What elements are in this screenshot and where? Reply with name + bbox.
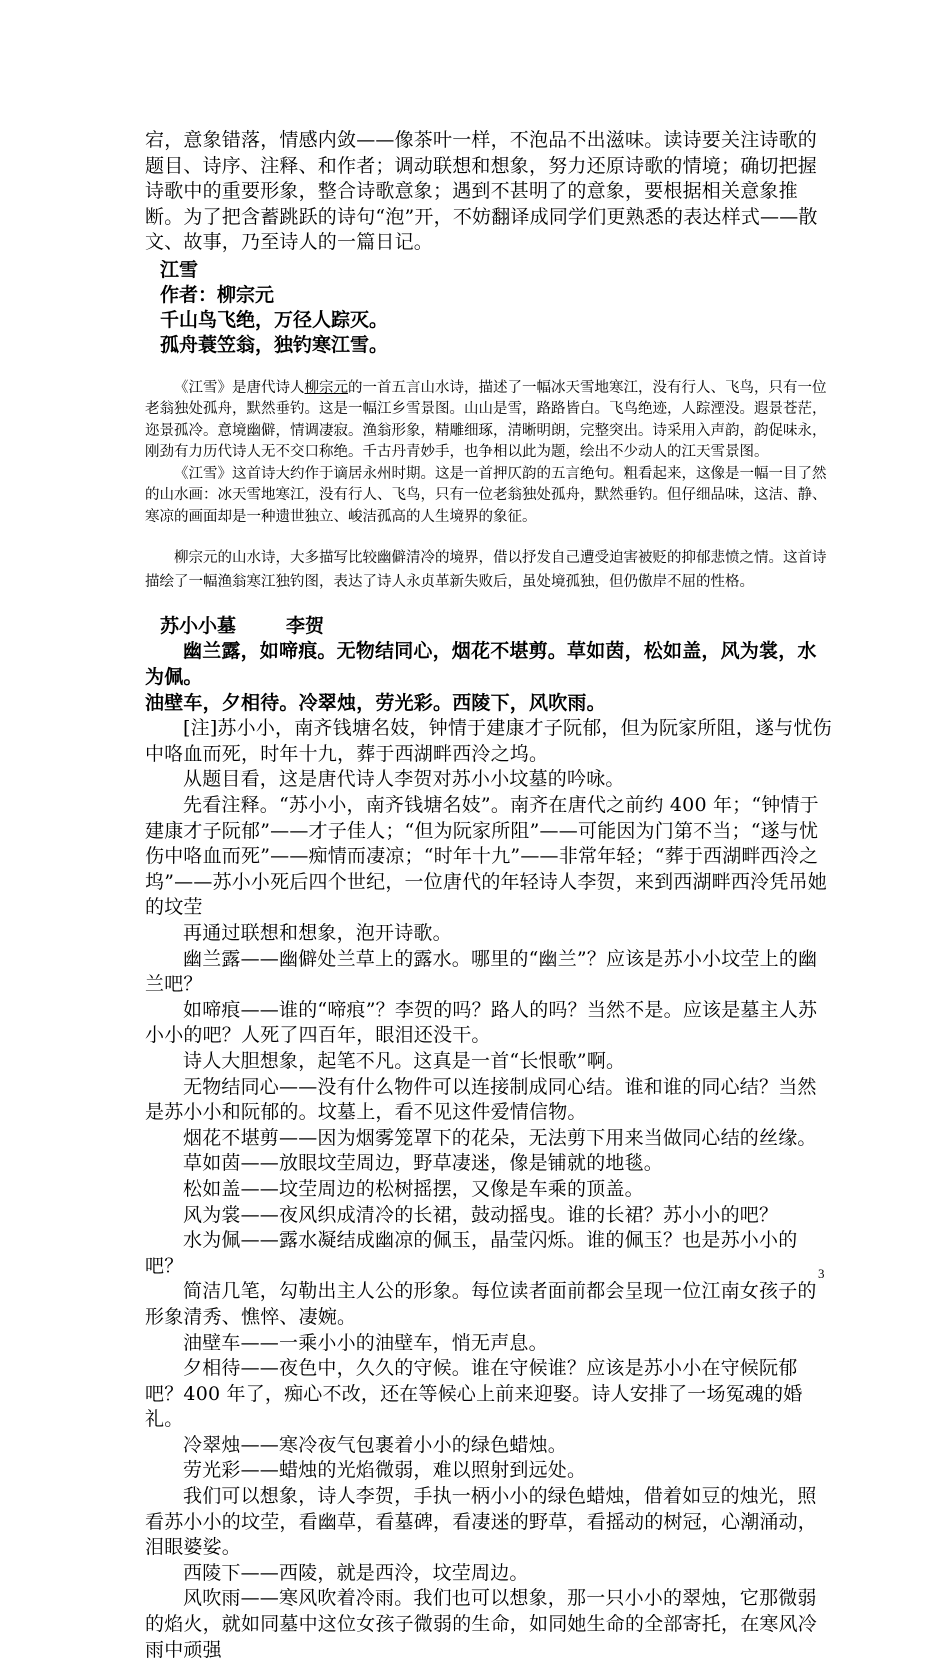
analysis-paragraph: 再通过联想和想象，泡开诗歌。	[183, 922, 452, 944]
analysis-paragraph: 油壁车——一乘小小的油壁车，悄无声息。	[183, 1331, 548, 1354]
poem-line: 油壁车，夕相待。冷翠烛，劳光彩。西陵下，风吹雨。	[145, 691, 606, 714]
poet-link[interactable]: 柳宗元	[304, 379, 348, 396]
analysis-paragraph: 劳光彩——蜡烛的光焰微弱，难以照射到远处。	[183, 1459, 587, 1482]
analysis-paragraph: 先看注释。“苏小小，南齐钱塘名妓”。南齐在唐代之前约 400 年；“钟情于建康才子阮郁”——才子佳人；“但为阮家所阻”——可能因为门第不当；“遂与忧伤中咯血而死”——痴情而凄凉；“时年十九”——非常年轻；“葬于西湖畔西泠之坞”——苏小小死后四个世纪，一位唐代的年轻诗人李贺，来到西湖畔西泠凭吊她的坟茔	[145, 794, 827, 919]
commentary-paragraph	[145, 378, 835, 464]
commentary-liuzongyuan	[145, 546, 835, 594]
analysis-paragraph: 冷翠烛——寒冷夜气包裹着小小的绿色蜡烛。	[183, 1433, 568, 1456]
analysis-paragraph: 我们可以想象，诗人李贺，手执一柄小小的绿色蜡烛，借着如豆的烛光，照看苏小小的坟茔，看幽草，看墓碑，看凄迷的野草，看摇动的树冠，心潮涌动，泪眼婆娑。	[145, 1485, 818, 1559]
page-number: 3	[818, 1266, 825, 1281]
poem-title: 江雪	[160, 258, 199, 281]
poem-line	[145, 639, 835, 690]
poem-suxiaoxiao-text	[145, 639, 835, 716]
commentary-text: 《江雪》是唐代诗人	[174, 379, 305, 396]
poem-line-text: 幽兰露，如啼痕。无物结同心，烟花不堪剪。草如茵，松如盖，风为裳，水为佩。	[145, 640, 817, 689]
analysis-paragraph: 如啼痕——谁的“啼痕”？李贺的吗？路人的吗？当然不是。应该是墓主人苏小小的吧？人死了四百年，眼泪还没干。	[145, 998, 818, 1047]
commentary-text: 的一首五言山水诗，描述了一幅冰天雪地寒江，没有行人、飞鸟，只有一位老翁独处孤舟，默然垂钓。这是一幅江乡雪景图。山山是雪，路路皆白。飞鸟绝迹，人踪湮没。遐景苍茫，迩景孤冷。意境幽僻，情调凄寂。渔翁形象，精雕细琢，清晰明朗，完整突出。诗采用入声韵，韵促味永，刚劲有力历代诗人无不交口称绝。千古丹青妙手，也争相以此为题，绘出不少动人的江天雪景图。	[145, 379, 827, 461]
poem-line: 孤舟蓑笠翁，独钓寒江雪。	[160, 333, 389, 356]
poem-suxiaoxiao-heading	[145, 614, 835, 639]
poem-title: 苏小小墓	[160, 615, 237, 638]
analysis-paragraph: 简洁几笔，勾勒出主人公的形象。每位读者面前都会呈现一位江南女孩子的形象清秀、憔悴、凄婉。	[145, 1280, 817, 1328]
poem-author: 李贺	[286, 615, 325, 638]
poem-line: 千山鸟飞绝，万径人踪灭。	[160, 308, 389, 331]
analysis-paragraph: 从题目看，这是唐代诗人李贺对苏小小坟墓的吟咏。	[183, 768, 625, 791]
analysis-paragraph: 风为裳——夜风织成清冷的长裙，鼓动摇曳。谁的长裙？苏小小的吧？	[183, 1203, 779, 1226]
analysis-paragraph: 幽兰露——幽僻处兰草上的露水。哪里的“幽兰”？应该是苏小小坟茔上的幽兰吧？	[145, 947, 818, 996]
analysis-paragraph: 烟花不堪剪——因为烟雾笼罩下的花朵，无法剪下用来当做同心结的丝缘。	[183, 1126, 817, 1149]
poem-author: 作者：柳宗元	[160, 283, 275, 306]
commentary-paragraph: 《江雪》这首诗大约作于谪居永州时期。这是一首押仄韵的五言绝句。粗看起来，这像是一幅一目了然的山水画：冰天雪地寒江，没有行人、飞鸟，只有一位老翁独处孤舟，默然垂钓。但仔细品味，这洁、静、寒凉的画面却是一种遗世独立、峻洁孤高的人生境界的象征。	[145, 465, 827, 525]
analysis-paragraph: 草如茵——放眼坟茔周边，野草凄迷，像是铺就的地毯。	[183, 1152, 664, 1175]
analysis-paragraph: [注]苏小小，南齐钱塘名妓，钟情于建康才子阮郁，但为阮家所阻，遂与忧伤中咯血而死，时年十九，葬于西湖畔西泠之坞。	[145, 717, 832, 765]
analysis-paragraph: 无物结同心——没有什么物件可以连接制成同心结。谁和谁的同心结？当然是苏小小和阮郁的。坟墓上，看不见这件爱情信物。	[145, 1075, 817, 1124]
analysis-paragraph: 夕相待——夜色中，久久的守候。谁在守候谁？应该是苏小小在守候阮郁吧？400 年了，痴心不改，还在等候心上前来迎娶。诗人安排了一场冤魂的婚礼。	[145, 1357, 803, 1431]
intro-paragraph: 宕，意象错落，情感内敛——像茶叶一样，不泡品不出滋味。读诗要关注诗歌的题目、诗序、注释、和作者；调动联想和想象，努力还原诗歌的情境；确切把握诗歌中的重要形象，整合诗歌意象；遇到不甚明了的意象，要根据相关意象推断。为了把含蓄跳跃的诗句“泡”开，不妨翻译成同学们更熟悉的表达样式——散文、故事，乃至诗人的一篇日记。	[145, 129, 818, 254]
analysis-paragraph: 水为佩——露水凝结成幽凉的佩玉，晶莹闪烁。谁的佩玉？也是苏小小的吧？	[145, 1229, 798, 1277]
poem-jiangxue	[145, 258, 835, 358]
document-page	[145, 128, 835, 1663]
analysis-paragraph: 诗人大胆想象，起笔不凡。这真是一首“长恨歌”啊。	[183, 1049, 626, 1072]
analysis-paragraph: 西陵下——西陵，就是西泠，坟茔周边。	[183, 1561, 529, 1584]
analysis-paragraph: 松如盖——坟茔周边的松树摇摆，又像是车乘的顶盖。	[183, 1177, 644, 1200]
analysis-section	[145, 716, 835, 1663]
analysis-paragraph: 风吹雨——寒风吹着冷雨。我们也可以想象，那一只小小的翠烛，它那微弱的焰火，就如同墓中这位女孩子微弱的生命，如同她生命的全部寄托，在寒风冷雨中顽强	[145, 1587, 818, 1661]
intro-section	[145, 128, 835, 256]
commentary-paragraph: 柳宗元的山水诗，大多描写比较幽僻清冷的境界，借以抒发自己遭受迫害被贬的抑郁悲愤之情。这首诗描绘了一幅渔翁寒江独钓图，表达了诗人永贞革新失败后，虽处境孤独，但仍傲岸不屈的性格。	[145, 550, 827, 591]
commentary-jiangxue	[145, 378, 835, 529]
